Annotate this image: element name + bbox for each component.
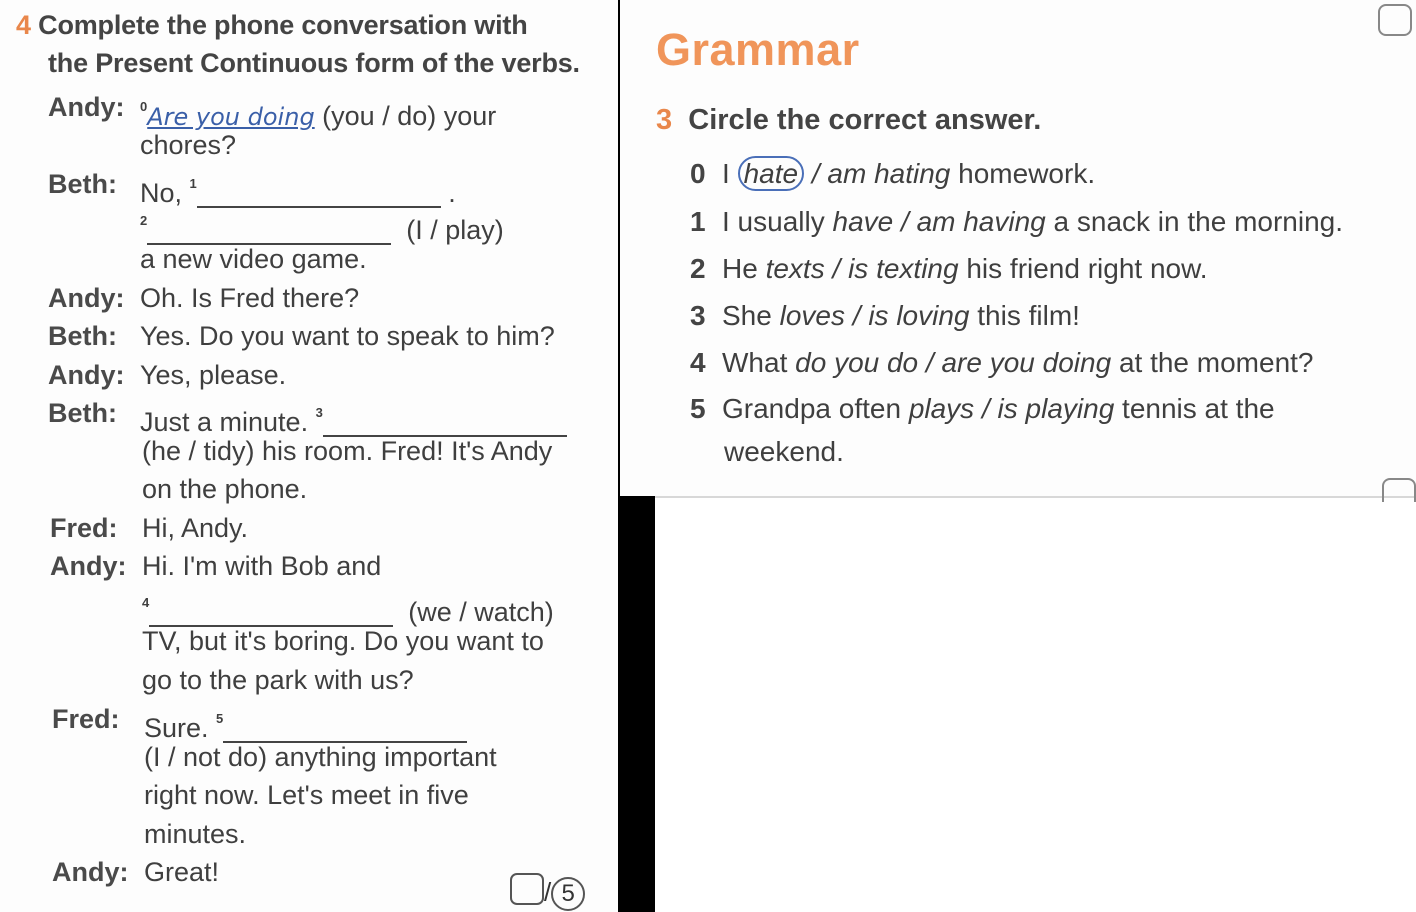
speaker-label: Beth: <box>48 169 117 199</box>
speaker-label: Beth: <box>48 398 117 428</box>
answer-option[interactable]: do you do <box>795 347 919 378</box>
item-text: He <box>722 253 766 284</box>
line-text: Oh. Is Fred there? <box>140 283 360 313</box>
left-page <box>0 0 618 912</box>
line-text: Great! <box>144 857 220 887</box>
option-separator: / <box>918 347 942 378</box>
score-total: 5 <box>551 877 585 911</box>
item-text: Grandpa often <box>722 393 909 424</box>
item-number: 1 <box>690 206 706 237</box>
item-text: She <box>722 300 780 331</box>
line-continuation: right now. Let's meet in five <box>144 780 469 810</box>
list-item <box>690 393 1275 425</box>
exercise-3-heading <box>656 104 1041 137</box>
section-title: Grammar <box>656 24 860 75</box>
option-separator: / <box>824 253 849 284</box>
score-checkbox[interactable] <box>1382 478 1416 502</box>
list-item <box>690 300 1080 332</box>
line-continuation: (he / tidy) his room. Fred! It's Andy <box>142 436 553 466</box>
item-text: at the moment? <box>1111 347 1314 378</box>
item-number: 5 <box>216 711 224 726</box>
line-continuation: on the phone. <box>142 474 308 504</box>
item-number: 0 <box>140 99 148 114</box>
option-separator: / <box>804 158 828 189</box>
item-number: 0 <box>690 158 706 189</box>
item-number: 2 <box>140 213 148 228</box>
line-text: Yes. Do you want to speak to him? <box>140 321 555 351</box>
item-number: 3 <box>315 405 323 420</box>
example-answer: Are you doing <box>147 103 315 131</box>
line-continuation: go to the park with us? <box>142 665 414 695</box>
item-number: 3 <box>690 300 706 331</box>
option-separator: / <box>844 300 869 331</box>
instruction-line-1: Complete the phone conversation with <box>38 10 528 40</box>
line-text: Hi, Andy. <box>142 513 249 543</box>
item-text: his friend right now. <box>958 253 1208 284</box>
line-continuation: chores? <box>140 130 237 160</box>
verb-hint: (we / watch) <box>408 597 554 627</box>
line-text: Sure. <box>144 713 217 743</box>
black-strip <box>618 496 655 912</box>
item-text: I usually <box>722 206 833 237</box>
score-box <box>510 873 585 911</box>
list-item <box>690 206 1343 238</box>
item-text: a snack in the morning. <box>1045 206 1344 237</box>
line-text: Just a minute. <box>140 407 316 437</box>
answer-option[interactable]: loves <box>779 300 845 331</box>
line-text: Yes, please. <box>140 360 287 390</box>
line-continuation: TV, but it's boring. Do you want to <box>142 626 544 656</box>
speaker-label: Andy: <box>50 551 127 581</box>
answer-option-circled[interactable]: hate <box>738 156 805 191</box>
option-separator: / <box>893 206 917 237</box>
answer-option[interactable]: have <box>832 206 894 237</box>
answer-option[interactable]: plays <box>908 393 975 424</box>
list-item <box>690 347 1314 379</box>
verb-hint: (I / play) <box>406 215 504 245</box>
speaker-label: Andy: <box>52 857 129 887</box>
answer-option[interactable]: is playing <box>997 393 1115 424</box>
answer-option[interactable]: is texting <box>848 253 959 284</box>
line-text: No, <box>140 178 190 208</box>
speaker-label: Andy: <box>48 360 125 390</box>
instruction-line-2: the Present Continuous form of the verbs. <box>48 48 580 78</box>
answer-option[interactable]: texts <box>765 253 825 284</box>
item-text: tennis at the <box>1114 393 1275 424</box>
answer-option[interactable]: are you doing <box>941 347 1112 378</box>
item-number: 1 <box>189 176 197 191</box>
item-number: 4 <box>690 347 706 378</box>
answer-option[interactable]: is loving <box>868 300 970 331</box>
line-text: Hi. I'm with Bob and <box>142 551 382 581</box>
list-item <box>690 253 1208 285</box>
speaker-label: Andy: <box>48 92 125 122</box>
exercise-number: 4 <box>16 10 31 40</box>
blank-area <box>655 498 1416 912</box>
list-item <box>690 158 1095 190</box>
line-continuation: a new video game. <box>140 244 367 274</box>
exercise-4-heading <box>16 6 580 82</box>
score-checkbox[interactable] <box>1378 4 1412 36</box>
speaker-label: Beth: <box>48 321 117 351</box>
item-number: 5 <box>690 393 706 424</box>
answer-option[interactable]: am having <box>916 206 1046 237</box>
speaker-label: Fred: <box>50 513 118 543</box>
item-text: I <box>722 158 738 189</box>
speaker-label: Andy: <box>48 283 125 313</box>
line-text: (you / do) your <box>314 101 497 131</box>
line-continuation: minutes. <box>144 819 247 849</box>
speaker-label: Fred: <box>52 704 120 734</box>
item-text: homework. <box>950 158 1096 189</box>
item-text: What <box>722 347 796 378</box>
item-continuation: weekend. <box>724 436 844 467</box>
option-separator: / <box>974 393 998 424</box>
score-separator: / <box>544 877 552 907</box>
score-checkbox[interactable] <box>510 873 544 905</box>
answer-option[interactable]: am hating <box>827 158 951 189</box>
exercise-number: 3 <box>656 104 673 136</box>
item-text: this film! <box>969 300 1080 331</box>
item-number: 2 <box>690 253 706 284</box>
instruction: Circle the correct answer. <box>688 104 1042 136</box>
item-number: 4 <box>142 595 150 610</box>
line-continuation: (I / not do) anything important <box>144 742 497 772</box>
line-text: . <box>448 178 456 208</box>
